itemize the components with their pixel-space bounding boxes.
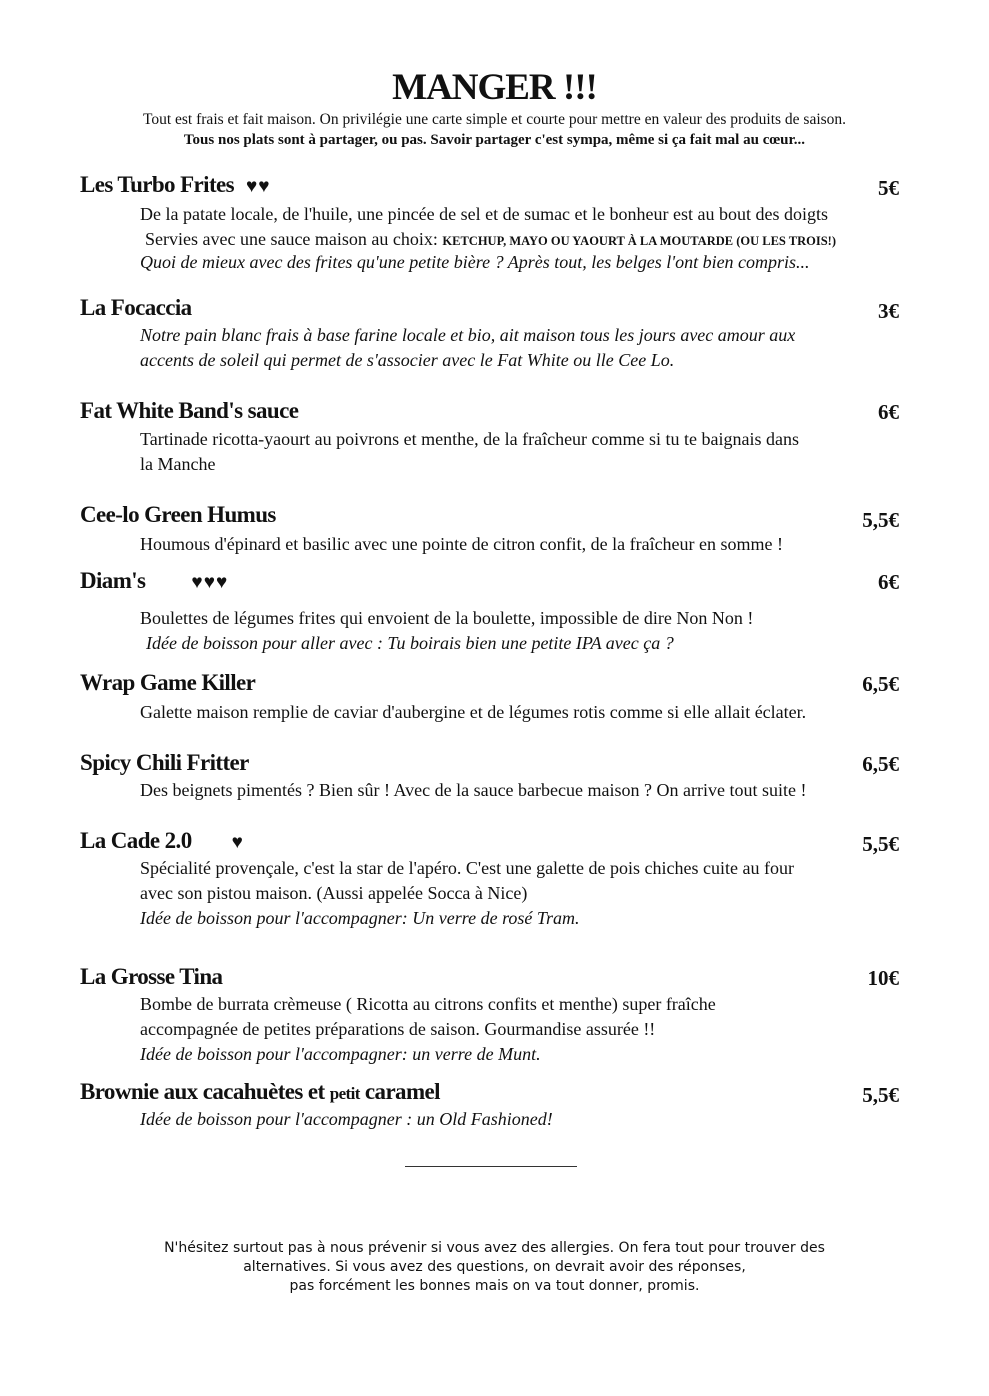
menu-item-name: [80, 828, 244, 854]
menu-item-price: 6€: [878, 400, 899, 424]
menu-item-name: [80, 568, 228, 594]
menu-item-title: La Cade 2.0: [80, 828, 192, 853]
menu-item-price: 6,5€: [862, 752, 899, 776]
menu-item-description: Tartinade ricotta-yaourt au poivrons et menthe, de la fraîcheur comme si tu te baignais dans: [140, 429, 800, 449]
hearts-icon: ♥♥: [245, 176, 271, 197]
menu-item-drink-suggestion: Idée de boisson pour aller avec : Tu boirais bien une petite IPA avec ça ?: [146, 633, 674, 653]
menu-item-drink-suggestion: Idée de boisson pour l'accompagner: un verre de Munt.: [140, 1044, 541, 1064]
menu-item-description: De la patate locale, de l'huile, une pincée de sel et de sumac et le bonheur est au bout des doigts: [140, 204, 828, 224]
menu-item-name: [80, 1079, 440, 1105]
menu-item-description: Boulettes de légumes frites qui envoient de la boulette, impossible de dire Non Non !: [140, 608, 754, 628]
allergy-note: [0, 1239, 989, 1296]
hearts-icon: ♥♥♥: [191, 572, 229, 593]
allergy-note-line: alternatives. Si vous avez des questions, on devrait avoir des réponses,: [243, 1259, 746, 1275]
menu-item-description: Houmous d'épinard et basilic avec une pointe de citron confit, de la fraîcheur en somme !: [140, 534, 784, 554]
intro-sharing-note: Tous nos plats sont à partager, ou pas. Savoir partager c'est sympa, même si ça fait mal au cœur...: [183, 132, 806, 148]
menu-item-price: 3€: [878, 299, 899, 323]
allergy-note-line: N'hésitez surtout pas à nous prévenir si vous avez des allergies. On fera tout pour trouver des: [164, 1240, 825, 1256]
menu-item-price: 10€: [867, 966, 899, 990]
menu-item-description-cont: accents de soleil qui permet de s'associer avec le Fat White ou lle Cee Lo.: [140, 350, 675, 370]
menu-item-name: Fat White Band's sauce: [80, 398, 299, 423]
menu-item-title-small: petit: [329, 1084, 360, 1103]
menu-item-price: 5,5€: [862, 832, 899, 856]
menu-item-drink-suggestion: Idée de boisson pour l'accompagner: Un verre de rosé Tram.: [140, 908, 580, 928]
menu-item-price: 6€: [878, 570, 899, 594]
menu-item-description-cont: la Manche: [140, 454, 216, 474]
menu-item-description-cont: avec son pistou maison. (Aussi appelée Socca à Nice): [140, 883, 528, 903]
menu-item-price: 5,5€: [862, 508, 899, 532]
menu-item-name: La Focaccia: [80, 295, 192, 320]
page-title: MANGER !!!: [392, 67, 597, 108]
sauce-options: KETCHUP, MAYO OU YAOURT À LA MOUTARDE (OU LES TROIS!): [442, 234, 837, 248]
menu-item-description: Bombe de burrata crèmeuse ( Ricotta au citrons confits et menthe) super fraîche: [140, 994, 716, 1014]
menu-item-price: 6,5€: [862, 672, 899, 696]
menu-item-title: Diam's: [80, 568, 146, 593]
sauce-intro: Servies avec une sauce maison au choix:: [145, 229, 443, 249]
menu-item-title-end: caramel: [359, 1079, 440, 1104]
intro-text: Tout est frais et fait maison. On privilégie une carte simple et courte pour mettre en valeur des produits de saison.: [142, 111, 847, 128]
menu-item-title: Les Turbo Frites: [80, 172, 234, 197]
menu-item-description-cont: accompagnée de petites préparations de saison. Gourmandise assurée !!: [140, 1019, 656, 1039]
menu-item-name: [80, 172, 271, 198]
menu-item-name: Wrap Game Killer: [80, 670, 256, 695]
menu-item-price: 5,5€: [862, 1083, 899, 1107]
menu-item-name: Spicy Chili Fritter: [80, 750, 249, 775]
menu-item-description: Des beignets pimentés ? Bien sûr ! Avec de la sauce barbecue maison ? On arrive tout suite !: [140, 780, 807, 800]
menu-item-drink-suggestion: Quoi de mieux avec des frites qu'une petite bière ? Après tout, les belges l'ont bien compris...: [140, 252, 810, 272]
menu-item-description: Galette maison remplie de caviar d'aubergine et de légumes rotis comme si elle allait éclater.: [140, 702, 807, 722]
menu-item-price: 5€: [878, 176, 899, 200]
menu-item-drink-suggestion: Idée de boisson pour l'accompagner : un Old Fashioned!: [140, 1109, 553, 1129]
menu-item-title: Brownie aux cacahuètes et: [80, 1079, 330, 1104]
menu-item-description: Spécialité provençale, c'est la star de l'apéro. C'est une galette de pois chiches cuite au four: [140, 858, 794, 878]
menu-item-description: Notre pain blanc frais à base farine locale et bio, ait maison tous les jours avec amour aux: [140, 325, 796, 345]
menu-item-name: Cee-lo Green Humus: [80, 502, 276, 527]
section-divider: [405, 1166, 577, 1167]
allergy-note-line: pas forcément les bonnes mais on va tout donner, promis.: [289, 1278, 700, 1294]
heart-icon: ♥: [231, 832, 244, 853]
menu-item-name: La Grosse Tina: [80, 964, 223, 989]
